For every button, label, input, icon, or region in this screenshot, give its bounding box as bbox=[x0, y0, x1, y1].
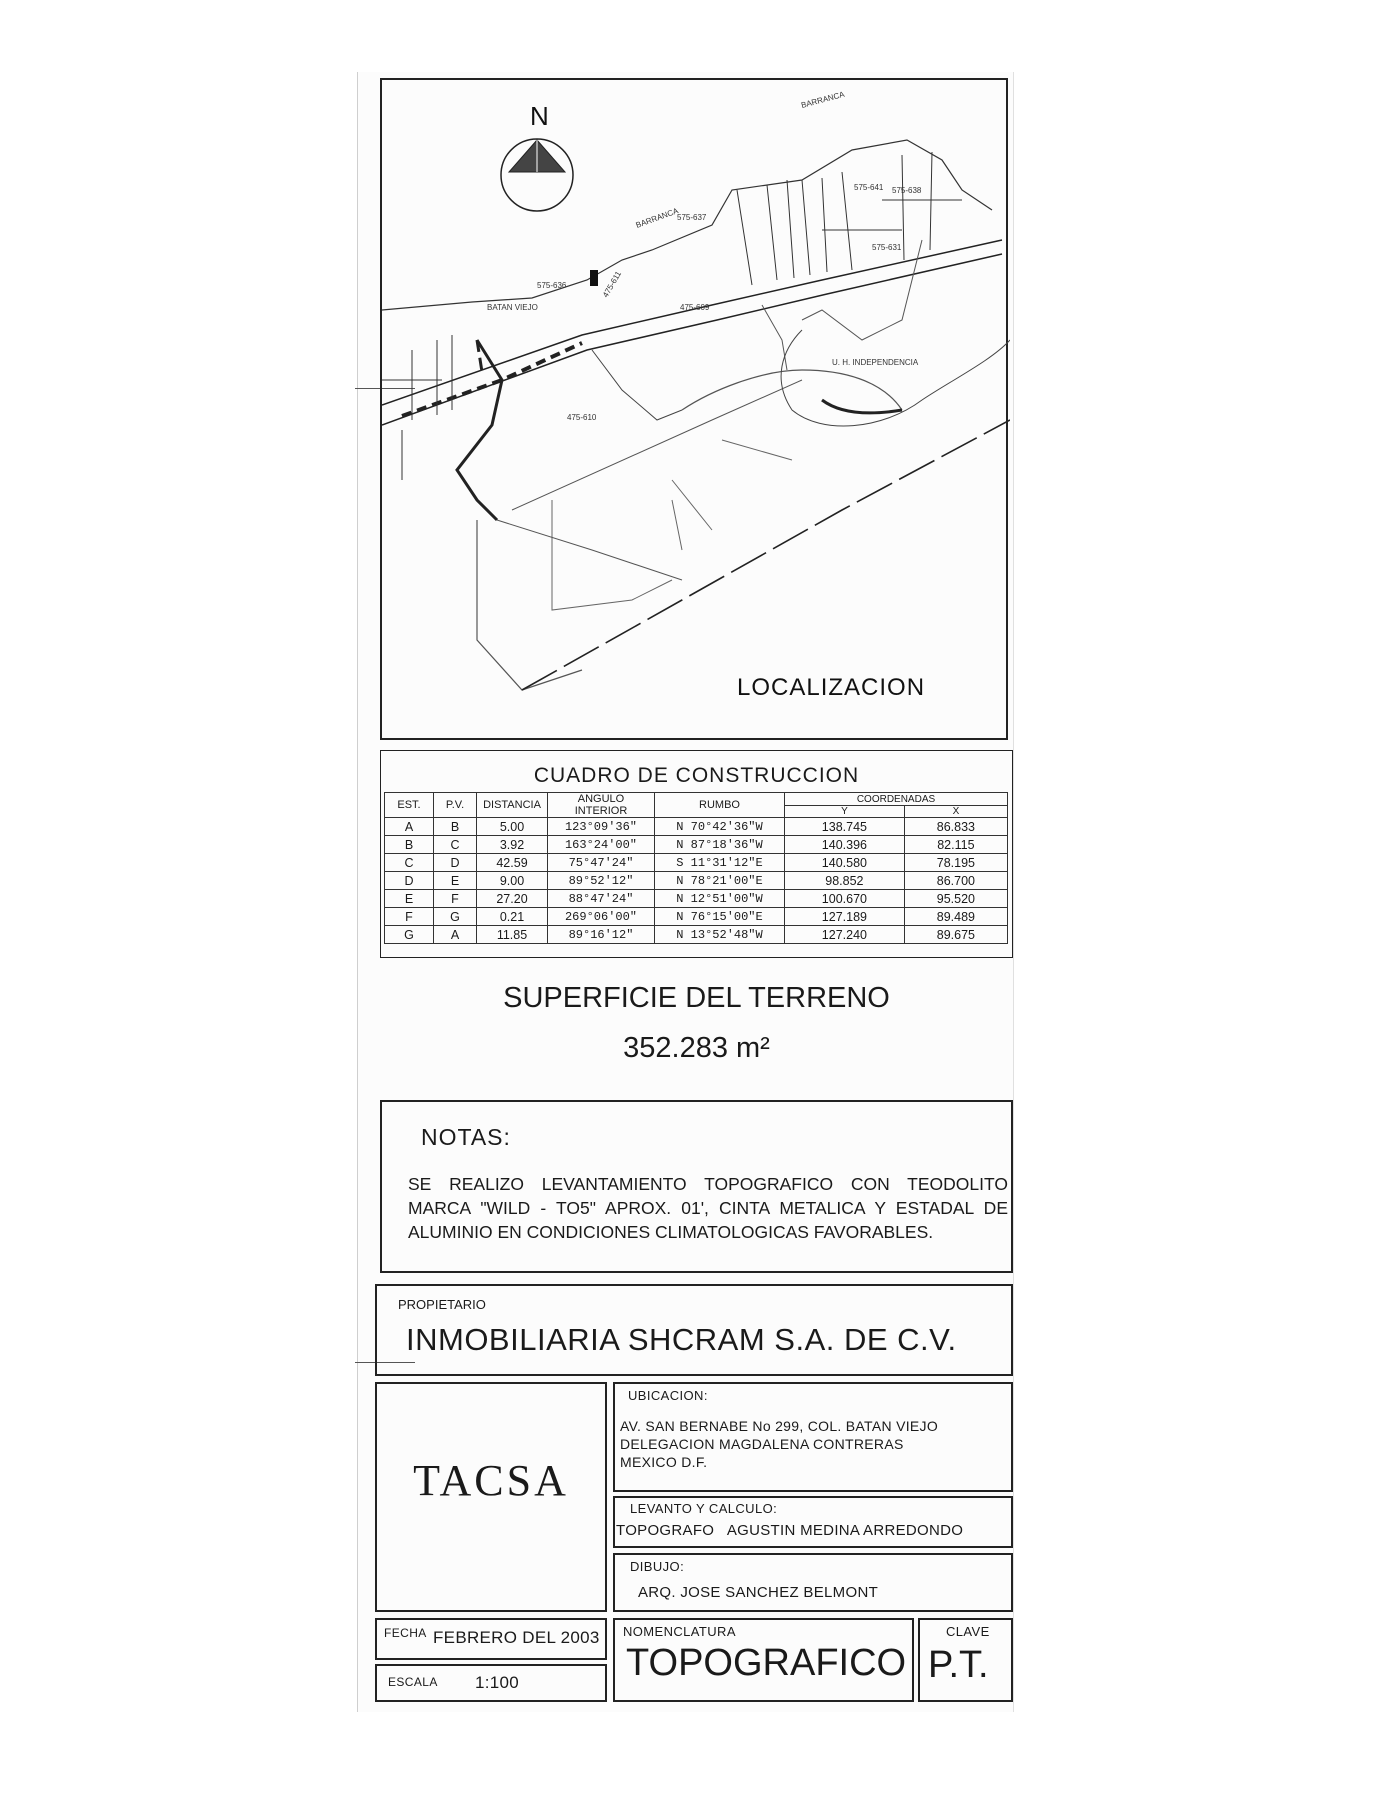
col-header: EST. bbox=[385, 793, 434, 818]
table-cell-dist: 11.85 bbox=[477, 926, 548, 944]
map-label-barranca: BARRANCA bbox=[800, 89, 846, 110]
col-header: Y bbox=[785, 806, 905, 818]
table-cell-pv: A bbox=[434, 926, 477, 944]
owner-name: INMOBILIARIA SHCRAM S.A. DE C.V. bbox=[406, 1322, 957, 1357]
drawing-value: ARQ. JOSE SANCHEZ BELMONT bbox=[638, 1584, 879, 1601]
table-cell-est: G bbox=[385, 926, 434, 944]
table-cell-ang: 75°47'24" bbox=[548, 854, 655, 872]
table-cell-ang: 89°52'12" bbox=[548, 872, 655, 890]
table-cell-rumbo: N 87°18'36"W bbox=[655, 836, 785, 854]
construction-table bbox=[384, 792, 1008, 944]
table-cell-x: 86.700 bbox=[904, 872, 1007, 890]
table-cell-est: D bbox=[385, 872, 434, 890]
table-cell-dist: 5.00 bbox=[477, 818, 548, 836]
scale-label: ESCALA bbox=[388, 1675, 438, 1689]
surface-title: SUPERFICIE DEL TERRENO bbox=[503, 982, 890, 1014]
table-cell-est: E bbox=[385, 890, 434, 908]
table-cell-ang: 88°47'24" bbox=[548, 890, 655, 908]
table-cell-y: 138.745 bbox=[785, 818, 905, 836]
map-label-lot: 575-637 bbox=[677, 213, 707, 222]
notes-text: SE REALIZO LEVANTAMIENTO TOPOGRAFICO CON TEODOLITO MARCA "WILD - TO5" APROX. 01', CINTA METALICA Y ESTADAL DE ALUMINIO EN CONDICIONES CLIMATOLOGICAS FAVORABLES. bbox=[408, 1174, 1008, 1242]
map-label-lot: 475-609 bbox=[680, 303, 710, 312]
map-label-batan-viejo: BATAN VIEJO bbox=[487, 303, 538, 312]
survey-value: TOPOGRAFO AGUSTIN MEDINA ARREDONDO bbox=[616, 1522, 964, 1539]
table-row bbox=[385, 854, 1008, 872]
table-cell-dist: 9.00 bbox=[477, 872, 548, 890]
table-cell-rumbo: N 13°52'48"W bbox=[655, 926, 785, 944]
table-cell-x: 86.833 bbox=[904, 818, 1007, 836]
table-cell-rumbo: S 11°31'12"E bbox=[655, 854, 785, 872]
location-label: UBICACION: bbox=[628, 1388, 708, 1403]
table-row bbox=[385, 872, 1008, 890]
owner-label: PROPIETARIO bbox=[398, 1297, 486, 1312]
table-row bbox=[385, 890, 1008, 908]
table-cell-y: 127.189 bbox=[785, 908, 905, 926]
table-cell-rumbo: N 76°15'00"E bbox=[655, 908, 785, 926]
surface-value: 352.283 m² bbox=[623, 1032, 770, 1064]
location-line: AV. SAN BERNABE No 299, COL. BATAN VIEJO bbox=[620, 1418, 939, 1434]
table-cell-est: F bbox=[385, 908, 434, 926]
table-cell-pv: B bbox=[434, 818, 477, 836]
table-cell-x: 89.489 bbox=[904, 908, 1007, 926]
key-value: P.T. bbox=[928, 1644, 989, 1686]
table-cell-y: 100.670 bbox=[785, 890, 905, 908]
col-header: P.V. bbox=[434, 793, 477, 818]
table-cell-y: 98.852 bbox=[785, 872, 905, 890]
survey-label: LEVANTO Y CALCULO: bbox=[630, 1501, 778, 1516]
table-row bbox=[385, 818, 1008, 836]
map-label-lot: 575-638 bbox=[892, 186, 922, 195]
table-cell-x: 89.675 bbox=[904, 926, 1007, 944]
map-title: LOCALIZACION bbox=[737, 674, 926, 701]
table-cell-y: 140.396 bbox=[785, 836, 905, 854]
table-cell-rumbo: N 78°21'00"E bbox=[655, 872, 785, 890]
table-cell-dist: 27.20 bbox=[477, 890, 548, 908]
map-label-lot: 575-641 bbox=[854, 183, 884, 192]
col-header: X bbox=[904, 806, 1007, 818]
north-label: N bbox=[530, 101, 549, 131]
col-header: ANGULO INTERIOR bbox=[548, 793, 655, 818]
table-cell-pv: C bbox=[434, 836, 477, 854]
table-cell-est: B bbox=[385, 836, 434, 854]
drawing-label: DIBUJO: bbox=[630, 1559, 685, 1574]
table-cell-pv: F bbox=[434, 890, 477, 908]
map-label-barranca: BARRANCA bbox=[634, 206, 680, 230]
table-cell-ang: 89°16'12" bbox=[548, 926, 655, 944]
map-drawing bbox=[382, 80, 1010, 742]
location-line: MEXICO D.F. bbox=[620, 1454, 708, 1470]
table-cell-y: 140.580 bbox=[785, 854, 905, 872]
table-cell-pv: G bbox=[434, 908, 477, 926]
notes-title: NOTAS: bbox=[421, 1124, 511, 1150]
col-header: RUMBO bbox=[655, 793, 785, 818]
col-header: DISTANCIA bbox=[477, 793, 548, 818]
map-label-uh: U. H. INDEPENDENCIA bbox=[832, 358, 919, 367]
table-cell-est: C bbox=[385, 854, 434, 872]
construction-table-title: CUADRO DE CONSTRUCCION bbox=[533, 764, 860, 787]
table-cell-x: 78.195 bbox=[904, 854, 1007, 872]
nomenclature-label: NOMENCLATURA bbox=[623, 1624, 736, 1639]
table-cell-ang: 123°09'36" bbox=[548, 818, 655, 836]
table-cell-rumbo: N 12°51'00"W bbox=[655, 890, 785, 908]
map-label-lot: 575-636 bbox=[537, 281, 567, 290]
table-cell-ang: 163°24'00" bbox=[548, 836, 655, 854]
table-row bbox=[385, 926, 1008, 944]
table-cell-rumbo: N 70°42'36"W bbox=[655, 818, 785, 836]
location-line: DELEGACION MAGDALENA CONTRERAS bbox=[620, 1436, 904, 1452]
date-label: FECHA bbox=[384, 1626, 427, 1640]
table-cell-pv: D bbox=[434, 854, 477, 872]
table-cell-y: 127.240 bbox=[785, 926, 905, 944]
date-value: FEBRERO DEL 2003 bbox=[433, 1628, 600, 1647]
table-row bbox=[385, 908, 1008, 926]
table-cell-dist: 0.21 bbox=[477, 908, 548, 926]
table-cell-pv: E bbox=[434, 872, 477, 890]
map-label-lot: 575-631 bbox=[872, 243, 902, 252]
col-header: COORDENADAS bbox=[785, 793, 1008, 806]
table-cell-x: 82.115 bbox=[904, 836, 1007, 854]
map-label-lot: 475-610 bbox=[567, 413, 597, 422]
table-row bbox=[385, 836, 1008, 854]
key-label: CLAVE bbox=[946, 1624, 990, 1639]
table-cell-ang: 269°06'00" bbox=[548, 908, 655, 926]
nomenclature-value: TOPOGRAFICO bbox=[626, 1642, 907, 1684]
table-cell-dist: 3.92 bbox=[477, 836, 548, 854]
table-cell-x: 95.520 bbox=[904, 890, 1007, 908]
table-cell-est: A bbox=[385, 818, 434, 836]
company-logo: TACSA bbox=[413, 1456, 569, 1505]
table-cell-dist: 42.59 bbox=[477, 854, 548, 872]
scale-value: 1:100 bbox=[475, 1673, 520, 1692]
map-label-lot: 475-611 bbox=[600, 269, 624, 299]
location-map bbox=[380, 78, 1008, 740]
